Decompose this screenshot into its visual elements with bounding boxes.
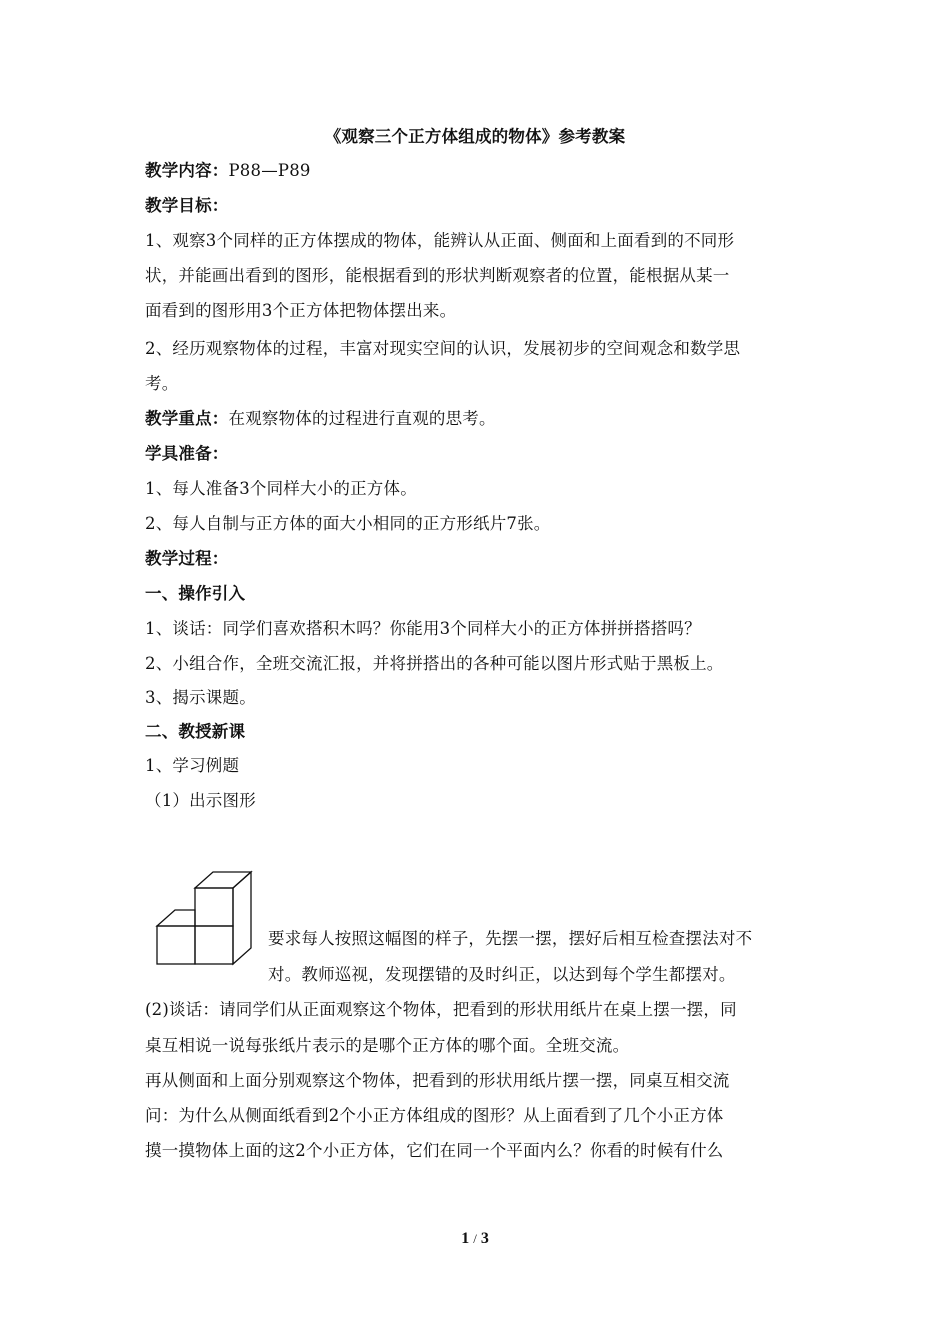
cube-front-face [195, 888, 233, 926]
page-number [0, 1230, 950, 1248]
body-line: 再从侧面和上面分别观察这个物体，把看到的形状用纸片摆一摆，同桌互相交流 [145, 1071, 730, 1090]
cube-stack-figure [150, 868, 256, 970]
section1-line: 2、小组合作，全班交流汇报，并将拼搭出的各种可能以图片形式贴于黑板上。 [145, 654, 724, 673]
document-title: 《观察三个正方体组成的物体》参考教案 [324, 127, 626, 146]
process-heading: 教学过程： [145, 549, 229, 568]
section2-heading: 二、教授新课 [145, 722, 246, 741]
page-current: 1 [461, 1230, 470, 1247]
cube-front-face [157, 926, 195, 964]
goals-line: 考。 [145, 374, 179, 393]
section2-line: （1）出示图形 [145, 791, 256, 810]
cube-front-face [195, 926, 233, 964]
goals-line: 状，并能画出看到的图形，能根据看到的形状判断观察者的位置，能根据从某一 [145, 266, 730, 285]
focus-label: 教学重点： [145, 409, 229, 428]
goals-line: 1、观察3个同样的正方体摆成的物体，能辨认从正面、侧面和上面看到的不同形 [145, 231, 735, 250]
section1-line: 3、揭示课题。 [145, 688, 256, 707]
section1-line: 1、谈话：同学们喜欢搭积木吗？你能用3个同样大小的正方体拼拼搭搭吗？ [145, 619, 701, 638]
body-line: (2)谈话：请同学们从正面观察这个物体，把看到的形状用纸片在桌上摆一摆，同 [145, 1000, 737, 1019]
tools-heading: 学具准备： [145, 444, 229, 463]
tools-line: 1、每人准备3个同样大小的正方体。 [145, 479, 417, 498]
cube-top-face [157, 910, 195, 926]
focus-line [145, 408, 815, 430]
goals-line: 2、经历观察物体的过程，丰富对现实空间的认识，发展初步的空间观念和数学思 [145, 339, 741, 358]
cube-side-face [233, 872, 251, 964]
content-line [145, 160, 815, 182]
figure-text-line: 对。教师巡视，发现摆错的及时纠正，以达到每个学生都摆对。 [268, 965, 736, 984]
content-value: P88—P89 [228, 161, 311, 180]
goals-line: 面看到的图形用3个正方体把物体摆出来。 [145, 301, 457, 320]
page-separator: / [473, 1231, 477, 1246]
focus-value: 在观察物体的过程进行直观的思考。 [228, 409, 496, 428]
section2-line: 1、学习例题 [145, 756, 240, 775]
content-label: 教学内容： [145, 161, 229, 180]
body-line: 桌互相说一说每张纸片表示的是哪个正方体的哪个面。全班交流。 [145, 1036, 630, 1055]
section1-heading: 一、操作引入 [145, 584, 246, 603]
body-line: 摸一摸物体上面的这2个小正方体，它们在同一个平面内么？你看的时候有什么 [145, 1141, 724, 1160]
figure-text-line: 要求每人按照这幅图的样子，先摆一摆，摆好后相互检查摆法对不 [268, 929, 753, 948]
goals-heading: 教学目标： [145, 196, 229, 215]
page-total: 3 [480, 1230, 489, 1247]
body-line: 问：为什么从侧面纸看到2个小正方体组成的图形？从上面看到了几个小正方体 [145, 1106, 724, 1125]
tools-line: 2、每人自制与正方体的面大小相同的正方形纸片7张。 [145, 514, 551, 533]
